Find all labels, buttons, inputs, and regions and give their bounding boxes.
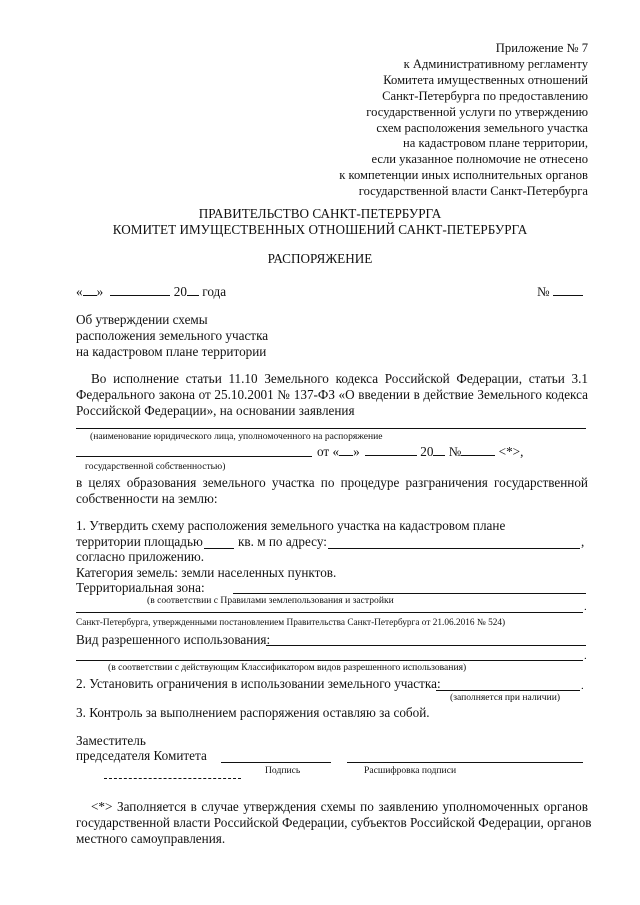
signatory-title: Заместитель	[76, 733, 146, 748]
footnote-line: местного самоуправления.	[76, 831, 226, 846]
year-prefix: 20	[173, 284, 187, 299]
signatory-title: председателя Комитета	[76, 748, 207, 763]
year-blank	[187, 283, 199, 296]
app-month-blank	[365, 443, 417, 456]
item1-line: 1. Утвердить схему расположения земельного участка на кадастровом плане	[76, 518, 506, 533]
app-day-blank	[339, 443, 353, 456]
applicant-line-2	[76, 456, 312, 457]
annex-line: к компетенции иных исполнительных органов	[339, 168, 588, 183]
use-blank	[266, 645, 586, 646]
document-type-heading: РАСПОРЯЖЕНИЕ	[267, 251, 373, 266]
application-date-field	[317, 443, 523, 460]
annex-line: к Административному регламенту	[403, 56, 588, 71]
subject-block	[76, 312, 268, 360]
comma: ,	[581, 534, 585, 549]
number-blank	[553, 283, 583, 296]
preamble-line: Во исполнение статьи 11.10 Земельного кодекса Российской Федерации, статьи 3.1	[91, 371, 588, 386]
use-label: Вид разрешенного использования:	[76, 632, 271, 647]
annex-note	[339, 41, 588, 200]
restrictions-blank	[436, 690, 580, 691]
quote-open: «	[76, 284, 83, 299]
item1-area-label: территории площадью	[76, 534, 203, 549]
government-heading: ПРАВИТЕЛЬСТВО САНКТ-ПЕТЕРБУРГА	[198, 206, 442, 221]
item3-line: 3. Контроль за выполнением распоряжения оставляю за собой.	[76, 705, 430, 720]
subject-line: на кадастровом плане территории	[76, 344, 267, 359]
committee-heading: КОМИТЕТ ИМУЩЕСТВЕННЫХ ОТНОШЕНИЙ САНКТ-ПЕТЕРБУРГА	[112, 222, 528, 237]
quote-close: »	[96, 284, 104, 299]
signature-blank	[221, 762, 331, 763]
purpose-line: в целях образования земельного участка по процедуре разграничения государственной	[76, 475, 588, 490]
from-close: »	[353, 444, 360, 459]
month-blank	[110, 283, 170, 296]
purpose-line: собственности на землю:	[76, 491, 218, 506]
decode-blank	[347, 762, 583, 763]
number-field	[537, 283, 583, 300]
annex-line: Приложение № 7	[495, 41, 588, 55]
footnote-line: государственной власти Российской Федерации, субъектов Российской Федерации, органов	[76, 815, 592, 830]
number-sign: №	[537, 284, 550, 299]
app-year-prefix: 20	[420, 444, 434, 459]
annex-line: Санкт-Петербурга по предоставлению	[382, 88, 588, 103]
item1-area-unit: кв. м по адресу:	[238, 534, 327, 549]
footnote-ref: <*>,	[498, 444, 524, 459]
app-number-sign: №	[448, 444, 462, 459]
year-suffix: года	[202, 284, 227, 299]
area-blank	[204, 548, 234, 549]
use-blank-2	[76, 660, 583, 661]
preamble-line: Федерального закона от 25.10.2001 № 137-ФЗ «О введении в действие Земельного кодекса	[76, 387, 588, 402]
day-blank	[83, 283, 97, 296]
date-field	[76, 283, 226, 300]
preamble-line: Российской Федерации», на основании заявления	[76, 403, 355, 418]
annex-line: на кадастровом плане территории,	[403, 136, 588, 151]
restrictions-hint: (заполняется при наличии)	[450, 692, 561, 703]
zone-blank-2	[76, 612, 583, 613]
item1-line: согласно приложению.	[76, 549, 205, 564]
zone-hint-2: Санкт-Петербурга, утвержденными постановлением Правительства Санкт-Петербурга от 21.06.2016 № 524)	[76, 618, 506, 628]
annex-line: государственной услуги по утверждению	[366, 104, 588, 119]
applicant-line	[76, 428, 586, 429]
item2-line: 2. Установить ограничения в использовании земельного участка:	[76, 676, 441, 691]
dashed-separator	[104, 778, 241, 779]
period: .	[584, 650, 587, 662]
app-year-blank	[433, 443, 445, 456]
annex-line: Комитета имущественных отношений	[383, 72, 588, 87]
app-number-blank	[461, 443, 495, 456]
zone-hint: (в соответствии с Правилами землепользования и застройки	[147, 595, 394, 606]
annex-line: если указанное полномочие не отнесено	[371, 152, 588, 167]
from-label: от «	[317, 444, 340, 459]
zone-label: Территориальная зона:	[76, 580, 205, 595]
applicant-hint-2: государственной собственностью)	[85, 461, 226, 472]
subject-line: расположения земельного участка	[76, 328, 269, 343]
applicant-hint: (наименование юридического лица, уполномоченного на распоряжение	[90, 431, 383, 442]
subject-line: Об утверждении схемы	[76, 312, 208, 327]
period: .	[581, 680, 584, 692]
annex-line: схем расположения земельного участка	[376, 120, 588, 135]
signature-hint: Подпись	[265, 765, 301, 776]
address-blank	[328, 548, 580, 549]
decode-hint: Расшифровка подписи	[364, 765, 457, 776]
footnote-line: <*> Заполняется в случае утверждения схемы по заявлению уполномоченных органов	[91, 799, 588, 814]
category-line: Категория земель: земли населенных пунктов.	[76, 565, 337, 580]
use-hint: (в соответствии с действующим Классификатором видов разрешенного использования)	[108, 662, 467, 673]
zone-blank	[233, 593, 586, 594]
period: .	[584, 601, 587, 613]
annex-line: государственной власти Санкт-Петербурга	[358, 184, 588, 199]
